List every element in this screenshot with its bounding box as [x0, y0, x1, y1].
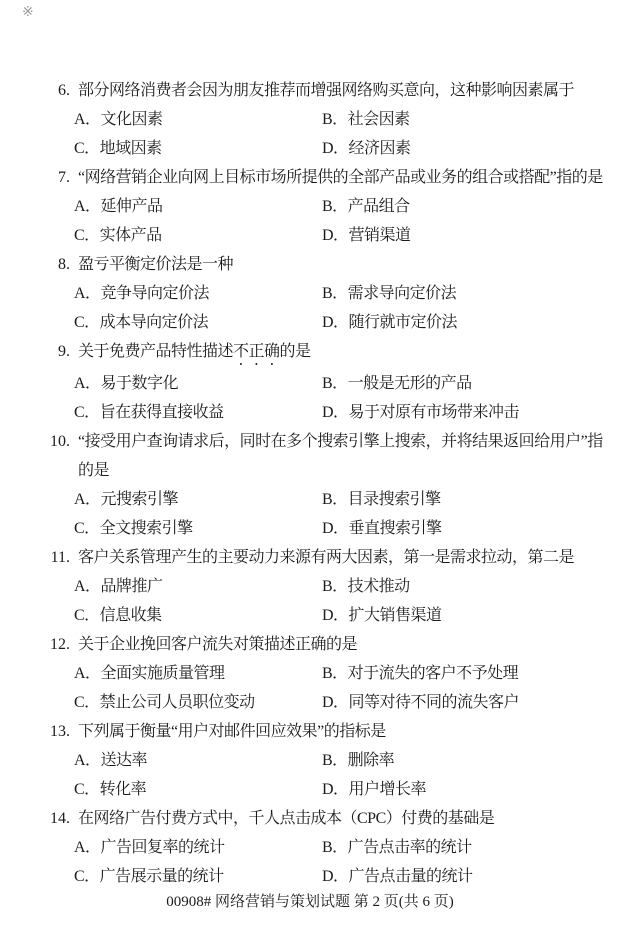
option-d: D．经济因素: [322, 140, 411, 157]
options-grid: [74, 746, 640, 804]
option-c: C．地域因素: [74, 140, 162, 157]
question-text: 客户关系管理产生的主要动力来源有两大因素，第一是需求拉动，第二是: [78, 549, 575, 566]
option-c: C．信息收集: [74, 607, 162, 624]
question-number: 7.: [58, 169, 70, 186]
question-text-line2: 的是: [78, 462, 110, 479]
question-12: [0, 630, 640, 717]
option-d: D．随行就市定价法: [322, 314, 458, 331]
question-text: [78, 337, 640, 369]
option-a: A．易于数字化: [74, 375, 179, 392]
question-10: [0, 427, 640, 543]
option-c: C．全文搜索引擎: [74, 520, 193, 537]
option-d: D．营销渠道: [322, 227, 411, 244]
option-b: B．目录搜索引擎: [322, 491, 441, 508]
option-a: A．延伸产品: [74, 198, 163, 215]
question-9: [0, 337, 640, 427]
options-grid: [74, 659, 640, 717]
question-text: 部分网络消费者会因为朋友推荐而增强网络购买意向，这种影响因素属于: [78, 82, 575, 99]
question-stem: [0, 163, 640, 192]
option-c: C．广告展示量的统计: [74, 868, 224, 885]
option-a: A．文化因素: [74, 111, 163, 128]
question-8: [0, 250, 640, 337]
question-stem: [0, 427, 640, 456]
option-d: D．用户增长率: [322, 781, 427, 798]
question-14: [0, 804, 640, 891]
options-grid: [74, 105, 640, 163]
options-grid: [74, 485, 640, 543]
option-d: D．广告点击量的统计: [322, 868, 473, 885]
option-b: B．需求导向定价法: [322, 285, 457, 302]
option-a: A．品牌推广: [74, 578, 163, 595]
question-text: 盈亏平衡定价法是一种: [78, 256, 234, 273]
option-d: D．同等对待不同的流失客户: [322, 694, 520, 711]
page-footer: 00908# 网络营销与策划试题 第 2 页(共 6 页): [166, 894, 454, 910]
option-d: D．易于对原有市场带来冲击: [322, 404, 520, 421]
question-number: 6.: [58, 82, 70, 99]
corner-mark: ※: [22, 5, 34, 20]
question-number: 10.: [50, 433, 70, 450]
question-text-pre: 关于免费产品特性描述: [78, 343, 234, 360]
question-text: 下列属于衡量“用户对邮件回应效果”的指标是: [78, 723, 386, 740]
options-grid: [74, 833, 640, 891]
options-grid: [74, 369, 640, 427]
question-text: “接受用户查询请求后，同时在多个搜索引擎上搜索，并将结果返回给用户”指: [78, 433, 603, 450]
question-text: 关于企业挽回客户流失对策描述正确的是: [78, 636, 358, 653]
question-stem: [0, 717, 640, 746]
question-number: 14.: [50, 810, 70, 827]
option-d: D．垂直搜索引擎: [322, 520, 442, 537]
option-a: A．竞争导向定价法: [74, 285, 210, 302]
question-text-post: 的是: [279, 343, 311, 360]
option-a: A．全面实施质量管理: [74, 665, 225, 682]
option-d: D．扩大销售渠道: [322, 607, 442, 624]
option-b: B．产品组合: [322, 198, 410, 215]
option-b: B．对于流失的客户不予处理: [322, 665, 519, 682]
question-number: 12.: [50, 636, 70, 653]
question-text: 在网络广告付费方式中，千人点击成本（CPC）付费的基础是: [78, 810, 495, 827]
option-b: B．技术推动: [322, 578, 410, 595]
option-b: B．删除率: [322, 752, 395, 769]
option-c: C．成本导向定价法: [74, 314, 209, 331]
question-13: [0, 717, 640, 804]
option-b: B．广告点击率的统计: [322, 839, 472, 856]
option-b: B．一般是无形的产品: [322, 375, 472, 392]
question-stem: [0, 804, 640, 833]
question-6: [0, 76, 640, 163]
question-stem: [0, 250, 640, 279]
question-stem: [0, 337, 640, 369]
option-a: A．元搜索引擎: [74, 491, 179, 508]
question-stem: [0, 543, 640, 572]
option-c: C．旨在获得直接收益: [74, 404, 224, 421]
options-grid: [74, 572, 640, 630]
question-number: 11.: [50, 549, 70, 566]
option-b: B．社会因素: [322, 111, 410, 128]
question-text: “网络营销企业向网上目标市场所提供的全部产品或业务的组合或搭配”指的是: [78, 169, 603, 186]
question-number: 13.: [50, 723, 70, 740]
question-text-emphasized: 不正确: [233, 343, 280, 360]
question-11: [0, 543, 640, 630]
question-stem: [0, 76, 640, 105]
question-7: [0, 163, 640, 250]
question-number: 8.: [58, 256, 70, 273]
options-grid: [74, 192, 640, 250]
question-stem: [0, 630, 640, 659]
questions-list: [0, 76, 640, 891]
options-grid: [74, 279, 640, 337]
option-c: C．禁止公司人员职位变动: [74, 694, 255, 711]
option-c: C．转化率: [74, 781, 147, 798]
option-a: A．送达率: [74, 752, 148, 769]
option-c: C．实体产品: [74, 227, 162, 244]
question-number: 9.: [58, 343, 70, 360]
option-a: A．广告回复率的统计: [74, 839, 225, 856]
